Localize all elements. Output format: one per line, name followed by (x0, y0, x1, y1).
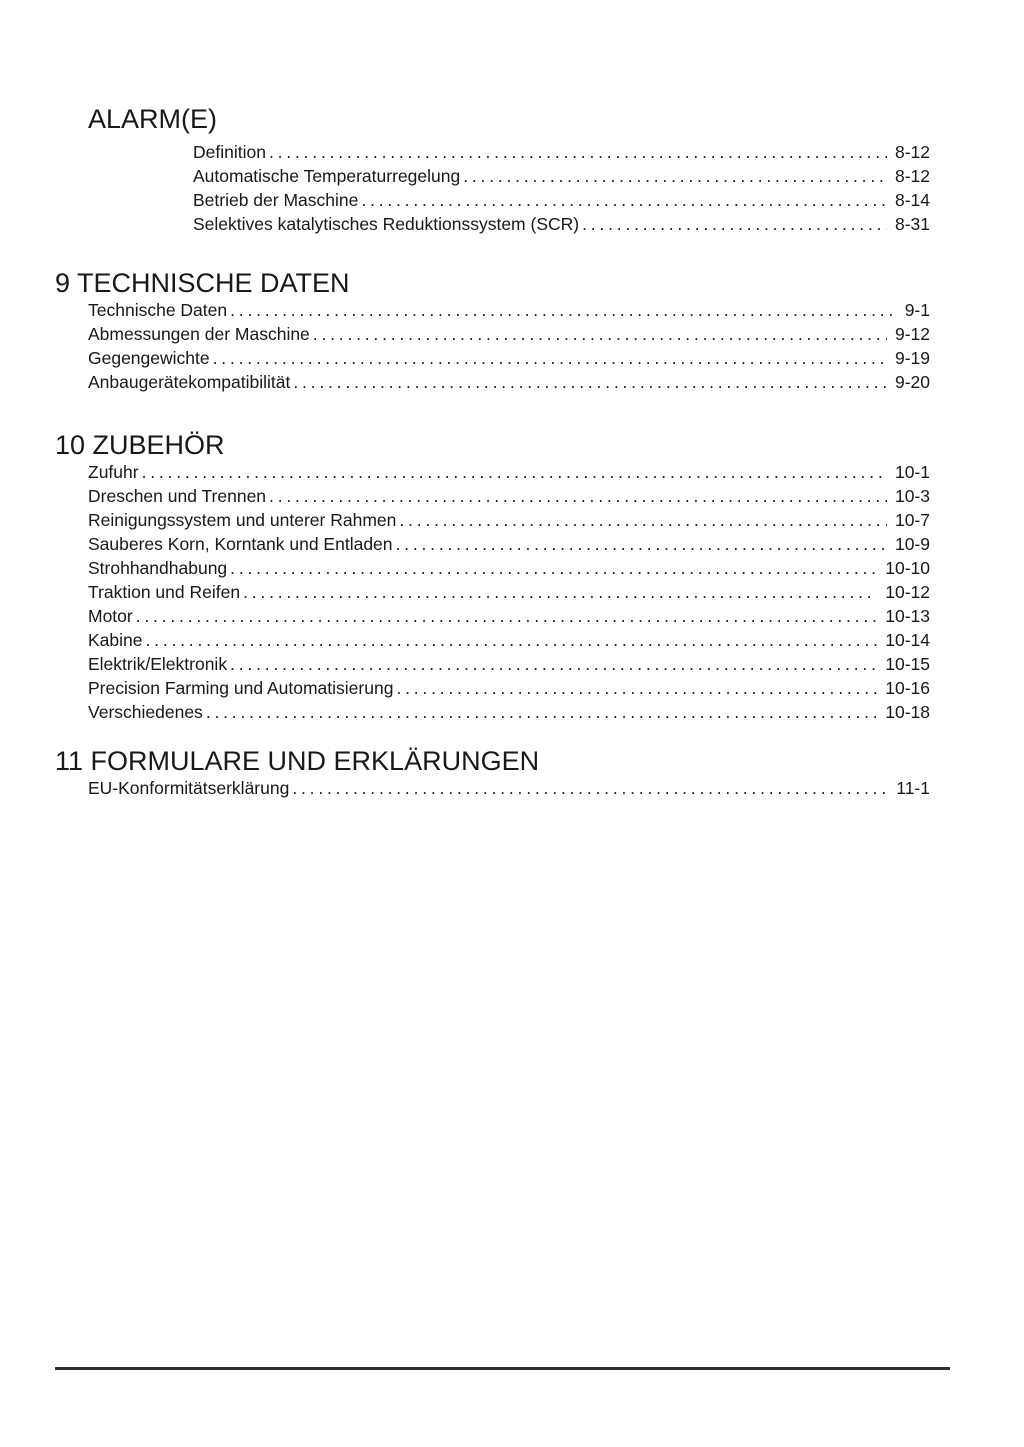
leader-dots (213, 346, 887, 370)
leader-dots (582, 212, 887, 236)
leader-dots (230, 556, 877, 580)
toc-section-10 (55, 430, 930, 724)
toc-entry (88, 346, 930, 370)
toc-entry (88, 628, 930, 652)
toc-entry-page: 8-14 (894, 190, 930, 210)
toc-entry-title: Betrieb der Maschine (193, 190, 359, 210)
leader-dots (313, 322, 887, 346)
toc-entry-page: 9-19 (894, 348, 930, 368)
toc-entry-page: 10-9 (894, 534, 930, 554)
leader-dots (142, 460, 887, 484)
toc-entry-page: 8-12 (894, 166, 930, 186)
toc-entry-page: 10-12 (885, 582, 930, 602)
section-heading-9: 9 TECHNISCHE DATEN (55, 268, 350, 298)
toc-entry-title: Motor (88, 606, 133, 626)
toc-entry (88, 776, 930, 800)
toc-entry-title: Kabine (88, 630, 143, 650)
toc-entry-page: 8-31 (894, 214, 930, 234)
toc-entry-page: 8-12 (894, 142, 930, 162)
toc-entries-alarme (193, 140, 930, 236)
toc-entry-title: Traktion und Reifen (88, 582, 241, 602)
leader-dots (269, 140, 887, 164)
leader-dots (230, 652, 877, 676)
toc-entry (88, 508, 930, 532)
toc-entry-title: Zufuhr (88, 462, 139, 482)
toc-entries-11 (88, 776, 930, 800)
toc-entry-title: Reinigungssystem und unterer Rahmen (88, 510, 397, 530)
toc-entry (88, 700, 930, 724)
toc-entry-page: 10-16 (885, 678, 930, 698)
toc-entry (88, 532, 930, 556)
toc-entry-page: 10-10 (885, 558, 930, 578)
leader-dots (269, 484, 887, 508)
leader-dots (230, 298, 897, 322)
leader-dots (136, 604, 878, 628)
toc-entry-title: Gegengewichte (88, 348, 210, 368)
toc-entry (88, 298, 930, 322)
toc-entry (193, 188, 930, 212)
toc-entry-title: Technische Daten (88, 300, 228, 320)
leader-dots (243, 580, 877, 604)
leader-dots (292, 776, 888, 800)
leader-dots (146, 628, 878, 652)
toc-entry-title: Sauberes Korn, Korntank und Entladen (88, 534, 393, 554)
toc-entry-title: Strohhandhabung (88, 558, 228, 578)
toc-entry-page: 10-14 (885, 630, 930, 650)
toc-entry (88, 652, 930, 676)
toc-entry (88, 370, 930, 394)
leader-dots (293, 370, 887, 394)
leader-dots (399, 508, 887, 532)
toc-entry-title: Abmessungen der Maschine (88, 324, 310, 344)
toc-entry (193, 212, 930, 236)
section-heading-alarme: ALARM(E) (88, 104, 218, 134)
toc-section-alarme (55, 104, 930, 236)
toc-entry (193, 140, 930, 164)
toc-entry-page: 9-20 (894, 372, 930, 392)
toc-section-9 (55, 268, 930, 394)
toc-entry-page: 11-1 (896, 778, 930, 798)
toc-entry-title: Automatische Temperaturregelung (193, 166, 461, 186)
toc-entry-title: Definition (193, 142, 266, 162)
toc-entry-page: 9-1 (904, 300, 930, 320)
leader-dots (396, 532, 887, 556)
toc-entry-title: Anbaugerätekompatibilität (88, 372, 291, 392)
leader-dots (463, 164, 887, 188)
toc-entry-page: 10-1 (894, 462, 930, 482)
toc-entry-page: 10-18 (885, 702, 930, 722)
toc-entry-page: 10-3 (894, 486, 930, 506)
toc-entry-title: Selektives katalytisches Reduktionssystem (SCR) (193, 214, 580, 234)
footer-rule (55, 1367, 950, 1370)
toc-entry (193, 164, 930, 188)
toc-entry-title: Precision Farming und Automatisierung (88, 678, 394, 698)
toc-entry-page: 10-7 (894, 510, 930, 530)
toc-entry-page: 9-12 (894, 324, 930, 344)
toc-entry (88, 484, 930, 508)
toc-entry (88, 460, 930, 484)
toc-entries-10 (88, 460, 930, 724)
toc-entry (88, 676, 930, 700)
toc-entry (88, 604, 930, 628)
section-heading-11: 11 FORMULARE UND ERKLÄRUNGEN (55, 746, 540, 776)
toc-entry (88, 556, 930, 580)
section-heading-10: 10 ZUBEHÖR (55, 430, 225, 460)
leader-dots (206, 700, 877, 724)
toc-entry-title: Dreschen und Trennen (88, 486, 267, 506)
toc-entry-page: 10-13 (885, 606, 930, 626)
toc-entry-title: Elektrik/Elektronik (88, 654, 228, 674)
toc-entry-title: EU-Konformitätserklärung (88, 778, 290, 798)
leader-dots (361, 188, 887, 212)
toc-entry (88, 322, 930, 346)
toc-entry-title: Verschiedenes (88, 702, 203, 722)
toc-entry (88, 580, 930, 604)
toc-section-11 (55, 746, 930, 800)
leader-dots (396, 676, 877, 700)
toc-entries-9 (88, 298, 930, 394)
toc-entry-page: 10-15 (885, 654, 930, 674)
